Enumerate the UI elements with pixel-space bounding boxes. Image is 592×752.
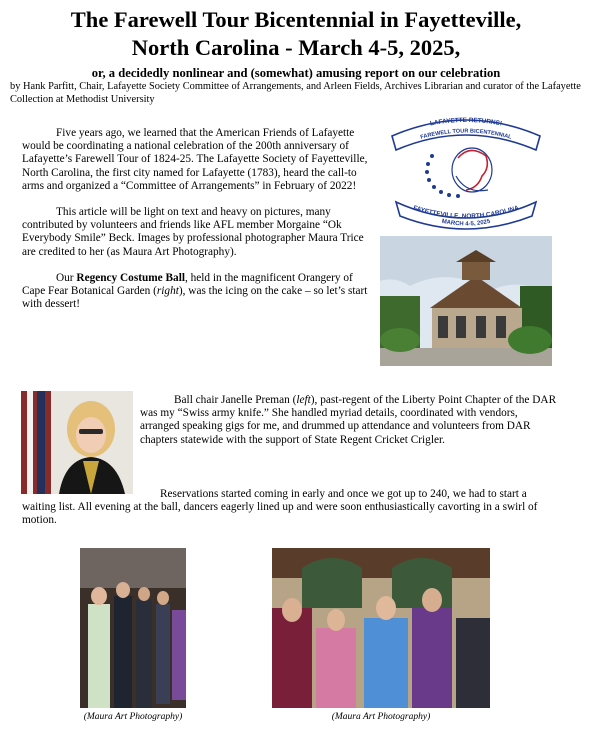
logo-bottom-line-1: FAYETTEVILLE, NORTH CAROLINA <box>412 204 520 221</box>
janelle-preman-photo <box>21 391 133 494</box>
dancers-photo <box>272 548 490 708</box>
logo-bottom-line-2: MARCH 4-5, 2025 <box>441 218 491 228</box>
caption-left: (Maura Art Photography) <box>83 712 183 722</box>
ball-name: Regency Costume Ball <box>76 271 185 284</box>
caption-right: (Maura Art Photography) <box>331 712 431 722</box>
ball-line-photo <box>80 548 186 708</box>
reservations-text <box>22 488 562 528</box>
paragraph-reservations: Reservations started coming in early and once we got up to 240, we had to start a waiting list. All evening at the ball, dancers eagerly lined up and were soon enthusiastically cavorting in a swirl of motion. <box>22 488 538 527</box>
paragraph-ball-chair: Ball chair Janelle Preman (left), past-regent of the Liberty Point Chapter of the DAR was my “Swiss army knife.” She handled myriad details, coordinated with vendors, arranged speaking gigs for me, and drummed up attendance and volunteers from DAR chapters statewide with the support of State Regent Cricket Crigler. <box>140 394 557 446</box>
orangery-photo <box>380 236 552 366</box>
stars-arc-icon <box>425 154 460 198</box>
title-line-2: North Carolina - March 4-5, 2025, <box>131 35 461 60</box>
bicentennial-logo <box>386 110 546 230</box>
ball-chair-text <box>140 394 560 447</box>
lafayette-portrait-icon <box>452 148 492 192</box>
paragraph-pictures: This article will be light on text and heavy on pictures, many contributed by volunteers and friends like AFL member Morgaine “Ok Everybody Smile” Beck. Images by professional photographer Maura Trice are credited to her (as Maura Art Photography). <box>22 206 364 258</box>
logo-top-line-1: LAFAYETTE RETURNS! <box>429 116 503 128</box>
subtitle: or, a decidedly nonlinear and (somewhat) amusing report on our celebration <box>91 66 501 80</box>
page-title <box>0 6 592 62</box>
paragraph-intro: Five years ago, we learned that the American Friends of Lafayette would be coordinating a national celebration of the 200th anniversary of Lafayette’s Farewell Tour of 1824-25. The Lafayette Society of Fayetteville, North Carolina, the first city named for Lafayette (1783), heard the call-to arms and organized a “Committee of Arrangements” in February of 2022! <box>22 127 368 192</box>
logo-top-line-2: FAREWELL TOUR BICENTENNIAL <box>419 128 513 141</box>
intro-text <box>22 127 368 311</box>
title-line-1: The Farewell Tour Bicentennial in Fayetteville, <box>70 7 522 32</box>
paragraph-ball: Our Regency Costume Ball, held in the magnificent Orangery of Cape Fear Botanical Garden (right), was the icing on the cake – so let’s start with dessert! <box>22 271 368 311</box>
byline: by Hank Parfitt, Chair, Lafayette Society Committee of Arrangements, and Arleen Fields, Archives Librarian and curator of the Lafayette Collection at Methodist University <box>10 81 581 105</box>
